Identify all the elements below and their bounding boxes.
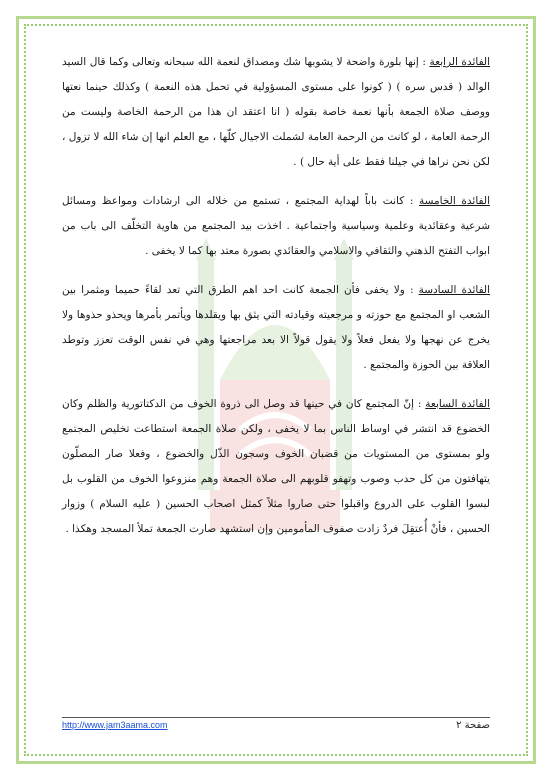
paragraph-benefit-6 xyxy=(62,278,490,378)
paragraph-text: : كانت باباً لهداية المجتمع ، تستمع من خلاله الى ارشادات ومواعظ ومسائل شرعية وعقائدية وعلمية وسياسية واجتماعية . اخذت بيد المجتمع من هاوية التخلّف الى باب من ابواب التفتح الذهني والثقافي والاسلامي والعقائدي بصورة معتد بها كما لا يخفى . xyxy=(62,195,490,257)
paragraph-text: : إنها بلورة واضحة لا يشوبها شك ومصداق لنعمة الله سبحانه وتعالى وكما قال السيد الوالد ( قدس سره ) ( كونوا على مستوى المسؤولية في تحمل هذه النعمة ) وكذلك حينما نعتها ووصف صلاة الجمعة بأنها نعمة خاصة بقوله ( انا اعتقد ان هذا من الرحمة الخاصة وليست من الرحمة العامة ، لو كانت من الرحمة العامة لشملت الاجيال كلّها ، مع العلم انها إن شاء الله لا تزول ، لكن نحن نراها في جيلنا فقط على أية حال ) . xyxy=(62,56,490,168)
page-number: صفحة ٢ xyxy=(456,720,490,731)
paragraph-benefit-4 xyxy=(62,50,490,175)
paragraph-heading: الفائدة السابعة xyxy=(425,398,490,410)
paragraph-heading: الفائدة الخامسة xyxy=(419,195,490,207)
paragraph-benefit-5 xyxy=(62,189,490,264)
paragraph-heading: الفائدة الرابعة xyxy=(429,56,490,68)
paragraph-text: : ولا يخفى فأن الجمعة كانت احد اهم الطرق التي تعد لقاءً حميما ومثمرا بين الشعب او المجتمع مع حوزته و مرجعيته وقيادته التي يثق بها ويقلدها ويأتمر بأمرها ويحذو حذوها ولا يخرج عن نهجها ولا يفعل فعلاً ولا يقول قولاً الا بعد مراجعتها وهي في نفس الوقت تعزز وتوطد العلاقة بين الحوزة والمجتمع . xyxy=(62,284,490,371)
page-footer xyxy=(62,717,490,738)
paragraph-text: : إنّ المجتمع كان في حينها قد وصل الى ذروة الخوف من الدكتاتورية والظلم وكان الخضوع قد انتشر في اوساط الناس بما لا يخفى ، ولكن صلاة الجمعة استطاعت تخليص المجتمع ولو بمستوى من المستويات من قضبان الخوف وسجون الذّل والخضوع ، وفعلا صار المصلّون يتهافتون من كل حدب وصوب وتهفو قلوبهم الى صلاة الجمعة وهم منزوعوا الخوف من القلوب بل لبسوا القلوب على الدروع واقبلوا حتى صاروا مثلاً كمثل اصحاب الحسين ( عليه السلام ) وزوار الحسين ، فأنْ أُعتقِلَ فردٌ زادت صفوف المأمومين وإن استشهد صارت الجمعة تملأ المسجد وهكذا . xyxy=(62,398,490,535)
website-link[interactable]: http://www.jam3aama.com xyxy=(62,720,168,730)
paragraph-benefit-7 xyxy=(62,392,490,542)
document-body xyxy=(62,50,490,556)
paragraph-heading: الفائدة السادسة xyxy=(418,284,491,296)
